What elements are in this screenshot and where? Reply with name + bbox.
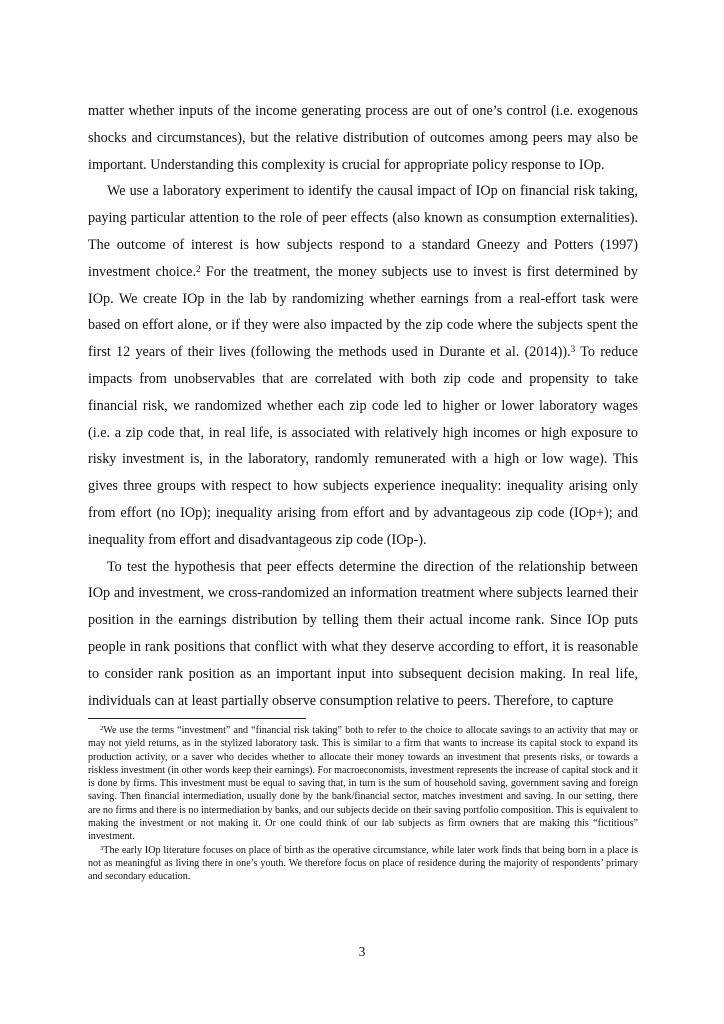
paragraph-2 <box>88 178 638 553</box>
footnote-2-marker: 2 <box>100 725 104 733</box>
footnote-3-text: The early IOp literature focuses on place of birth as the operative circumstance, while later work finds that being born in a place is not as meaningful as living there in one’s youth. We therefore focus on place of residence during the majority of respondents’ primary and secondary education. <box>88 844 638 883</box>
footnote-ref-3[interactable]: 3 <box>570 344 576 355</box>
paragraph-2-text-3: To reduce impacts from unobservables that are correlated with both zip code and propensity to take financial risk, we randomized whether each zip code led to higher or lower laboratory wages (i.e. a zip code that, in real life, is associated with relatively high incomes or high exposure to risky investment is, in the laboratory, randomly remunerated with a high or low wage). This gives three groups with respect to how subjects experience inequality: inequality arising only from effort (no IOp); inequality arising from effort and by advantageous zip code (IOp+); and inequality from effort and disadvantageous zip code (IOp-). <box>88 344 638 548</box>
paragraph-1: matter whether inputs of the income generating process are out of one’s control (i.e. exogenous shocks and circumstances), but the relative distribution of outcomes among peers may also be important. Understanding this complexity is crucial for appropriate policy response to IOp. <box>88 103 638 173</box>
paragraph-3: To test the hypothesis that peer effects determine the direction of the relationship between IOp and investment, we cross-randomized an information treatment where subjects learned their position in the earnings distribution by telling them their actual income rank. Since IOp puts people in rank positions that conflict with what they deserve according to effort, it is reasonable to consider rank position as an important input into subsequent decision making. In real life, individuals can at least partially observe consumption relative to peers. Therefore, to capture <box>88 558 638 709</box>
paragraph-2-text-2: For the treatment, the money subjects use to invest is first determined by IOp. We create IOp in the lab by randomizing whether earnings from a real-effort task were based on effort alone, or if they were also impacted by the zip code where the subjects spent the first 12 years of their lives (following the methods used in Durante et al. (2014)). <box>88 263 638 361</box>
footnote-3 <box>88 844 638 884</box>
footnotes <box>88 724 638 884</box>
footnote-ref-2[interactable]: 2 <box>196 263 201 274</box>
footnote-2 <box>88 724 638 844</box>
footnote-2-text: We use the terms “investment” and “financial risk taking” both to refer to the choice to allocate savings to an activity that may or may not yield returns, as in the stylized laboratory task. This is similar to a firm that wants to increase its capital stock to expand its production activity, or a saver who decides whether to allocate their money towards an investment that presents risks, or towards a riskless investment (in other words keep their earnings). For macroeconomists, investment represents the increase of capital stock and it is done by firms. This investment must be equal to saving that, in turn is the sum of household saving, government saving and foreign saving. Then financial intermediation, usually done by the bank/financial sector, matches investment and saving. In our setting, there are no firms and there is no intermediation by banks, and our subjects decide on their saving portfolio composition. This is equivalent to making the investment or not making it. Or one could think of our lab subjects as firm owners that are making this “fictitious” investment. <box>88 725 638 843</box>
main-text <box>88 98 638 714</box>
footnote-3-marker: 3 <box>100 844 104 852</box>
page-number: 3 <box>358 944 366 959</box>
paragraph-2-text-1: We use a laboratory experiment to identify the causal impact of IOp on financial risk taking, paying particular attention to the role of peer effects (also known as consumption externalities). The outcome of interest is how subjects respond to a standard Gneezy and Potters (1997) investment choice. <box>88 183 638 280</box>
footnote-separator <box>88 718 306 719</box>
